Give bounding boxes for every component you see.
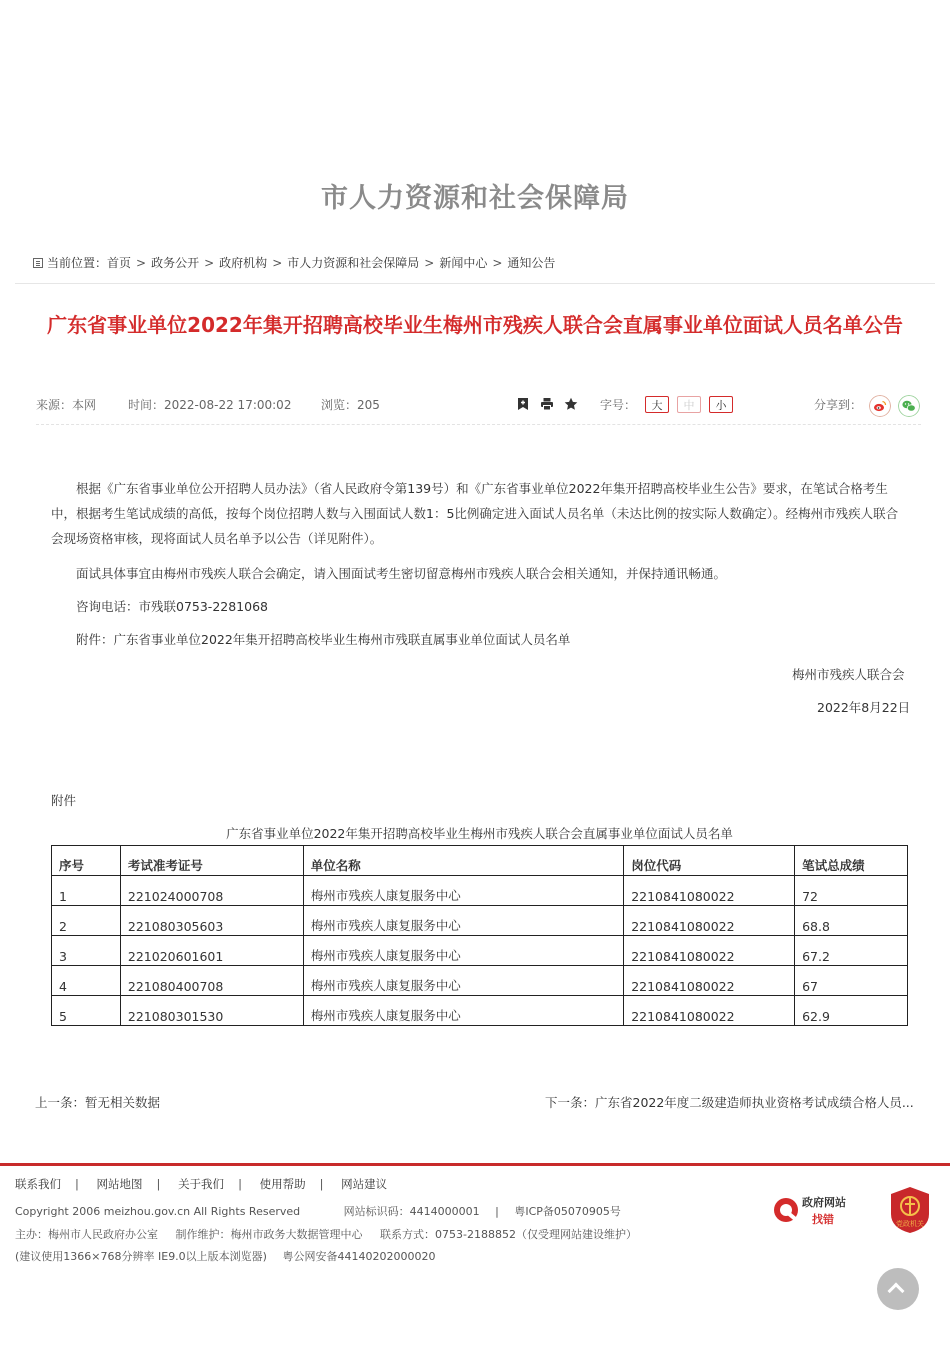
table-row (52, 906, 908, 936)
font-size-label: 字号： (600, 398, 637, 412)
article-time: 时间：2022-08-22 17:00:02 (128, 398, 292, 412)
footer-browser-tip: (建议使用1366×768分辨率 IE9.0以上版本浏览器) (15, 1250, 267, 1263)
site-title: 市人力资源和社会保障局 (321, 183, 629, 214)
breadcrumb-hrss[interactable]: 市人力资源和社会保障局 (287, 256, 420, 270)
badge-error-line2: 找错 (812, 1213, 834, 1226)
favorite-star-icon[interactable] (564, 397, 578, 411)
cell-score: 72 (795, 876, 908, 906)
footer-police[interactable]: 粤公网安备44140202000020 (282, 1250, 436, 1263)
badge-dj-text: 党政机关 (896, 1220, 924, 1228)
cell-unit: 梅州市残疾人康复服务中心 (303, 996, 623, 1026)
header-ticket-no: 考试准考证号 (120, 846, 303, 876)
cell-post-code: 2210841080022 (624, 996, 795, 1026)
bookmark-add-icon[interactable] (516, 397, 530, 411)
wechat-share-icon[interactable] (898, 395, 920, 417)
article-paragraph-2: 面试具体事宜由梅州市残疾人联合会确定，请入围面试考生密切留意梅州市残疾人联合会相关通知，并保持通讯畅通。 (76, 566, 727, 581)
font-size-large-button[interactable]: 大 (645, 396, 669, 413)
document-icon (33, 258, 43, 268)
attachment-label: 附件 (51, 793, 77, 808)
breadcrumb-separator: > (492, 255, 503, 270)
cell-post-code: 2210841080022 (624, 906, 795, 936)
back-to-top-button[interactable] (877, 1268, 919, 1310)
table-row (52, 996, 908, 1026)
footer-link-divider: | (75, 1177, 79, 1191)
breadcrumb-gov-affairs[interactable]: 政务公开 (151, 256, 200, 270)
article-paragraph-1: 根据《广东省事业单位公开招聘人员办法》（省人民政府令第139号）和《广东省事业单位2022年集开招聘高校毕业生公告》要求，在笔试合格考生中，根据考生笔试成绩的高低，按每个岗位招聘人数与入围面试人数1：5比例确定进入面试人员名单（未达比例的按实际人数确定）。经梅州市残疾人联合会现场资格审核，现将面试人员名单予以公告（详见附件）。 (51, 481, 899, 546)
article-paragraph-4: 附件：广东省事业单位2022年集开招聘高校毕业生梅州市残联直属事业单位面试人员名单 (76, 632, 571, 647)
gov-site-error-report-badge[interactable] (772, 1190, 854, 1230)
cell-ticket-no: 221080301530 (120, 996, 303, 1026)
article-meta (36, 396, 921, 416)
prev-article-link[interactable]: 上一条：暂无相关数据 (35, 1095, 161, 1110)
cell-unit: 梅州市残疾人康复服务中心 (303, 876, 623, 906)
footer-maintainer: 制作维护：梅州市政务大数据管理中心 (175, 1228, 363, 1241)
font-size-medium-button[interactable]: 中 (677, 396, 701, 413)
cell-unit: 梅州市残疾人康复服务中心 (303, 936, 623, 966)
article-paragraph-3: 咨询电话：市残联0753-2281068 (76, 599, 268, 614)
breadcrumb-separator: > (424, 255, 435, 270)
cell-post-code: 2210841080022 (624, 876, 795, 906)
cell-post-code: 2210841080022 (624, 936, 795, 966)
footer-divider: | (495, 1205, 499, 1218)
breadcrumb-notices[interactable]: 通知公告 (507, 256, 556, 270)
table-caption: 广东省事业单位2022年集开招聘高校毕业生梅州市残疾人联合会直属事业单位面试人员名单 (226, 826, 733, 841)
footer-icp[interactable]: 粤ICP备05070905号 (514, 1205, 621, 1218)
table-row (52, 966, 908, 996)
header-unit: 单位名称 (303, 846, 623, 876)
cell-seq: 1 (52, 876, 121, 906)
breadcrumb-gov-agencies[interactable]: 政府机构 (219, 256, 268, 270)
table-row (52, 876, 908, 906)
weibo-share-icon[interactable] (869, 395, 891, 417)
cell-seq: 5 (52, 996, 121, 1026)
footer-copyright-row (15, 1203, 621, 1219)
share-label: 分享到： (814, 398, 863, 412)
cell-score: 67.2 (795, 936, 908, 966)
breadcrumb-separator: > (136, 255, 147, 270)
breadcrumb-divider (15, 283, 935, 284)
header-post-code: 岗位代码 (624, 846, 795, 876)
print-icon[interactable] (540, 397, 554, 411)
footer-links (15, 1176, 387, 1192)
interview-list-table (51, 845, 908, 1026)
breadcrumb-home[interactable]: 首页 (107, 256, 132, 270)
breadcrumb-separator: > (272, 255, 283, 270)
cell-post-code: 2210841080022 (624, 966, 795, 996)
article-source: 来源：本网 (36, 398, 97, 412)
cell-score: 67 (795, 966, 908, 996)
footer-link-divider: | (238, 1177, 242, 1191)
cell-score: 62.9 (795, 996, 908, 1026)
meta-divider (36, 424, 921, 425)
breadcrumb (33, 254, 555, 271)
footer-link-help[interactable]: 使用帮助 (259, 1177, 306, 1191)
footer-link-contact[interactable]: 联系我们 (15, 1177, 61, 1191)
footer-contact: 联系方式：0753-2188852（仅受理网站建设维护） (380, 1228, 637, 1241)
footer-link-about[interactable]: 关于我们 (178, 1177, 225, 1191)
cell-ticket-no: 221080400708 (120, 966, 303, 996)
article-title: 广东省事业单位2022年集开招聘高校毕业生梅州市残疾人联合会直属事业单位面试人员名单公告 (47, 313, 903, 337)
footer-link-sitemap[interactable]: 网站地图 (96, 1177, 143, 1191)
cell-score: 68.8 (795, 906, 908, 936)
table-row (52, 936, 908, 966)
cell-seq: 3 (52, 936, 121, 966)
article-date: 2022年8月22日 (817, 700, 911, 715)
breadcrumb-separator: > (204, 255, 215, 270)
footer-top-bar (0, 1163, 950, 1166)
footer-host-row (15, 1226, 637, 1242)
next-article-link[interactable]: 下一条：广东省2022年度二级建造师执业资格考试成绩合格人员... (545, 1095, 914, 1110)
badge-error-line1: 政府网站 (802, 1196, 846, 1209)
table-header-row (52, 846, 908, 876)
footer-link-divider: | (319, 1177, 324, 1191)
cell-unit: 梅州市残疾人康复服务中心 (303, 906, 623, 936)
cell-seq: 2 (52, 906, 121, 936)
header-score: 笔试总成绩 (795, 846, 908, 876)
footer-link-divider: | (156, 1177, 161, 1191)
cell-ticket-no: 221080305603 (120, 906, 303, 936)
font-size-small-button[interactable]: 小 (709, 396, 733, 413)
breadcrumb-prefix: 当前位置： (47, 256, 108, 270)
article-views: 浏览：205 (321, 398, 380, 412)
cell-ticket-no: 221020601601 (120, 936, 303, 966)
footer-copyright: Copyright 2006 meizhou.gov.cn All Rights Reserved (15, 1205, 301, 1218)
breadcrumb-news[interactable]: 新闻中心 (439, 256, 488, 270)
footer-host: 主办：梅州市人民政府办公室 (15, 1228, 158, 1241)
footer-tip-row (15, 1248, 435, 1264)
header-seq: 序号 (52, 846, 121, 876)
cell-ticket-no: 221024000708 (120, 876, 303, 906)
footer-link-suggest[interactable]: 网站建议 (341, 1177, 388, 1191)
cell-unit: 梅州市残疾人康复服务中心 (303, 966, 623, 996)
article-signature: 梅州市残疾人联合会 (792, 667, 905, 682)
footer-site-id: 网站标识码：4414000001 (343, 1205, 480, 1218)
cell-seq: 4 (52, 966, 121, 996)
party-gov-badge[interactable] (889, 1186, 931, 1234)
